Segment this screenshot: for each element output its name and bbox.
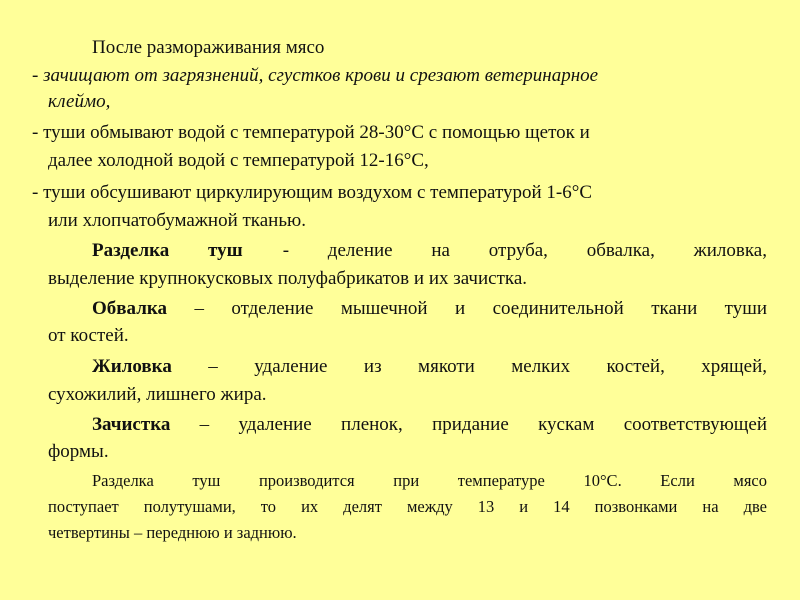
- definition-1-line-1: [92, 239, 767, 263]
- definition-3-line-2: [48, 383, 267, 407]
- definition-4-text-1: – удаление пленок, придание кускам соответствующей: [199, 414, 767, 435]
- bullet-prefix: -: [32, 122, 39, 143]
- definition-3-text-2: сухожилий, лишнего жира.: [48, 384, 267, 405]
- final-text-3: четвертины – переднюю и заднюю.: [48, 523, 297, 542]
- bullet-2-line-2: [48, 149, 429, 173]
- definition-term-zachistka: Зачистка: [92, 414, 171, 435]
- definition-term-obvalka: Обвалка: [92, 298, 168, 319]
- definition-2-text-2: от костей.: [48, 325, 129, 346]
- definition-2-line-1: [92, 297, 767, 321]
- final-text-1: Разделка туш производится при температуре 10°С. Если мясо: [92, 471, 767, 490]
- bullet-3-line-1: [32, 181, 592, 205]
- definition-1-text-2: выделение крупнокусковых полуфабрикатов и их зачистка.: [48, 268, 527, 289]
- bullet-1-text-2: клеймо,: [48, 91, 111, 112]
- bullet-2-text-2: далее холодной водой с температурой 12-16°С,: [48, 150, 429, 171]
- final-line-2: [48, 496, 767, 518]
- definition-3-text-1: – удаление из мякоти мелких костей, хрящей,: [208, 356, 768, 377]
- definition-2-line-2: [48, 324, 129, 348]
- definition-4-line-2: [48, 440, 109, 464]
- definition-4-text-2: формы.: [48, 441, 109, 462]
- bullet-prefix: -: [32, 182, 39, 203]
- bullet-1-line-2: [48, 90, 110, 114]
- intro-line-1: [92, 36, 324, 60]
- bullet-prefix: -: [32, 65, 39, 86]
- definition-1-text-1: - деление на отруба, обвалка, жиловка,: [282, 240, 767, 261]
- definition-1-line-2: [48, 267, 527, 291]
- bullet-3-text-2: или хлопчатобумажной тканью.: [48, 210, 306, 231]
- definition-term-zhilovka: Жиловка: [92, 356, 172, 377]
- bullet-3-text-1: туши обсушивают циркулирующим воздухом с температурой 1-6°С: [43, 182, 593, 203]
- bullet-3-line-2: [48, 209, 306, 233]
- definition-term-razdelka: Разделка туш: [92, 240, 243, 261]
- final-line-3: [48, 522, 297, 544]
- definition-3-line-1: [92, 355, 767, 379]
- final-line-1: [92, 470, 767, 492]
- bullet-2-line-1: [32, 121, 590, 145]
- definition-4-line-1: [92, 413, 767, 437]
- final-text-2: поступает полутушами, то их делят между 13 и 14 позвонками на две: [48, 497, 767, 516]
- bullet-1-text-1: зачищают от загрязнений, сгустков крови и срезают ветеринарное: [43, 65, 599, 86]
- bullet-1-line-1: [32, 64, 598, 88]
- bullet-2-text-1: туши обмывают водой с температурой 28-30°С с помощью щеток и: [43, 122, 590, 143]
- intro-text: После размораживания мясо: [92, 37, 325, 58]
- definition-2-text-1: – отделение мышечной и соединительной ткани туши: [194, 298, 767, 319]
